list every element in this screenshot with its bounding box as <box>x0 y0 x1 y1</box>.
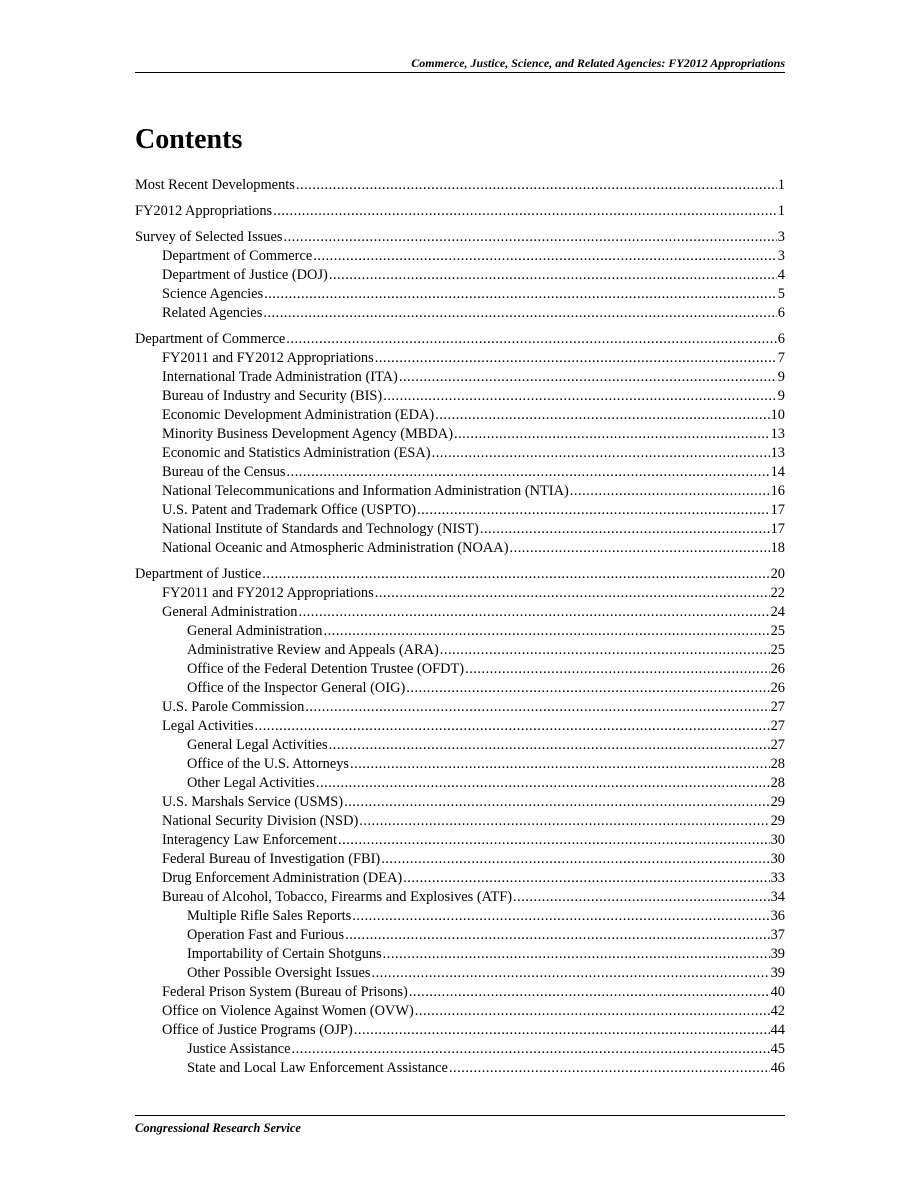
toc-entry-label: Bureau of the Census <box>162 464 286 480</box>
toc-entry[interactable] <box>135 501 785 520</box>
toc-entry[interactable] <box>135 387 785 406</box>
toc-entry-label: FY2011 and FY2012 Appropriations <box>162 585 374 601</box>
toc-entry-page: 10 <box>770 407 785 423</box>
toc-entry-label: General Administration <box>162 604 298 620</box>
toc-leader-dots <box>313 247 777 266</box>
toc-leader-dots <box>354 1021 770 1040</box>
toc-entry-page: 34 <box>770 889 785 905</box>
toc-entry-label: Operation Fast and Furious <box>187 927 345 943</box>
toc-leader-dots <box>371 964 769 983</box>
toc-entry[interactable] <box>135 349 785 368</box>
toc-entry[interactable] <box>135 247 785 266</box>
toc-entry-page: 6 <box>777 331 785 347</box>
toc-entry[interactable] <box>135 717 785 736</box>
toc-entry[interactable] <box>135 641 785 660</box>
toc-entry-label: Office of the U.S. Attorneys <box>187 756 349 772</box>
toc-entry[interactable] <box>135 565 785 584</box>
toc-entry-label: Department of Justice <box>135 566 262 582</box>
toc-entry[interactable] <box>135 1040 785 1059</box>
toc-leader-dots <box>383 387 777 406</box>
toc-entry[interactable] <box>135 1059 785 1078</box>
toc-entry-label: Administrative Review and Appeals (ARA) <box>187 642 439 658</box>
toc-entry-label: Office of Justice Programs (OJP) <box>162 1022 353 1038</box>
toc-entry[interactable] <box>135 463 785 482</box>
toc-entry-page: 27 <box>770 699 785 715</box>
toc-entry-page: 27 <box>770 737 785 753</box>
toc-leader-dots <box>383 945 770 964</box>
toc-entry-page: 40 <box>770 984 785 1000</box>
toc-entry-page: 27 <box>770 718 785 734</box>
toc-entry-page: 39 <box>770 946 785 962</box>
toc-leader-dots <box>570 482 770 501</box>
toc-entry-page: 1 <box>777 177 785 193</box>
toc-entry-label: Federal Bureau of Investigation (FBI) <box>162 851 381 867</box>
running-header: Commerce, Justice, Science, and Related Agencies: FY2012 Appropriations <box>411 56 785 70</box>
toc-entry[interactable] <box>135 812 785 831</box>
toc-entry-page: 26 <box>770 680 785 696</box>
toc-entry[interactable] <box>135 850 785 869</box>
toc-entry[interactable] <box>135 774 785 793</box>
toc-leader-dots <box>296 176 777 195</box>
toc-entry-label: Federal Prison System (Bureau of Prisons) <box>162 984 408 1000</box>
toc-leader-dots <box>432 444 770 463</box>
toc-entry[interactable] <box>135 869 785 888</box>
toc-entry-label: Office of the Inspector General (OIG) <box>187 680 406 696</box>
toc-entry-page: 17 <box>770 521 785 537</box>
toc-entry[interactable] <box>135 983 785 1002</box>
toc-entry-label: Bureau of Industry and Security (BIS) <box>162 388 383 404</box>
toc-entry-page: 30 <box>770 851 785 867</box>
toc-leader-dots <box>480 520 770 539</box>
toc-entry-page: 29 <box>770 794 785 810</box>
page-title: Contents <box>135 124 243 155</box>
toc-entry-page: 28 <box>770 775 785 791</box>
toc-entry-label: Office on Violence Against Women (OVW) <box>162 1003 414 1019</box>
toc-entry-label: Related Agencies <box>162 305 263 321</box>
toc-entry[interactable] <box>135 888 785 907</box>
toc-entry[interactable] <box>135 964 785 983</box>
table-of-contents <box>135 176 785 1078</box>
toc-entry-page: 29 <box>770 813 785 829</box>
toc-entry-label: National Oceanic and Atmospheric Administration (NOAA) <box>162 540 509 556</box>
toc-entry[interactable] <box>135 926 785 945</box>
toc-leader-dots <box>305 698 769 717</box>
toc-entry-label: Multiple Rifle Sales Reports <box>187 908 352 924</box>
toc-entry-label: Other Possible Oversight Issues <box>187 965 371 981</box>
toc-leader-dots <box>262 565 769 584</box>
toc-entry[interactable] <box>135 736 785 755</box>
toc-entry-page: 14 <box>770 464 785 480</box>
toc-leader-dots <box>264 285 777 304</box>
toc-leader-dots <box>350 755 770 774</box>
toc-leader-dots <box>283 228 776 247</box>
toc-entry[interactable] <box>135 368 785 387</box>
toc-entry-page: 5 <box>777 286 785 302</box>
footer-rule <box>135 1115 785 1116</box>
toc-leader-dots <box>344 793 770 812</box>
toc-entry[interactable] <box>135 1002 785 1021</box>
toc-entry[interactable] <box>135 622 785 641</box>
toc-leader-dots <box>409 983 770 1002</box>
toc-leader-dots <box>417 501 770 520</box>
toc-entry-page: 24 <box>770 604 785 620</box>
toc-entry-label: Justice Assistance <box>187 1041 291 1057</box>
toc-leader-dots <box>435 406 769 425</box>
toc-entry-label: National Telecommunications and Information Administration (NTIA) <box>162 483 569 499</box>
toc-leader-dots <box>292 1040 770 1059</box>
toc-entry-label: U.S. Parole Commission <box>162 699 305 715</box>
toc-entry-page: 20 <box>770 566 785 582</box>
toc-entry-label: State and Local Law Enforcement Assistance <box>187 1060 448 1076</box>
toc-entry-page: 36 <box>770 908 785 924</box>
toc-entry[interactable] <box>135 520 785 539</box>
toc-entry[interactable] <box>135 176 785 195</box>
toc-entry-page: 4 <box>777 267 785 283</box>
toc-leader-dots <box>287 463 770 482</box>
toc-entry-page: 1 <box>777 203 785 219</box>
toc-entry-label: FY2012 Appropriations <box>135 203 273 219</box>
toc-entry-page: 42 <box>770 1003 785 1019</box>
toc-leader-dots <box>338 831 770 850</box>
toc-entry-label: Economic Development Administration (EDA) <box>162 407 435 423</box>
toc-entry[interactable] <box>135 285 785 304</box>
toc-leader-dots <box>449 1059 770 1078</box>
toc-leader-dots <box>440 641 770 660</box>
toc-leader-dots <box>286 330 777 349</box>
toc-leader-dots <box>298 603 769 622</box>
toc-entry-label: Office of the Federal Detention Trustee (OFDT) <box>187 661 465 677</box>
toc-entry-label: U.S. Marshals Service (USMS) <box>162 794 344 810</box>
toc-entry-label: National Institute of Standards and Technology (NIST) <box>162 521 479 537</box>
toc-entry-page: 9 <box>777 369 785 385</box>
toc-entry[interactable] <box>135 406 785 425</box>
toc-leader-dots <box>513 888 770 907</box>
toc-entry[interactable] <box>135 202 785 221</box>
toc-entry-label: Survey of Selected Issues <box>135 229 283 245</box>
toc-entry-label: Drug Enforcement Administration (DEA) <box>162 870 403 886</box>
toc-leader-dots <box>510 539 770 558</box>
toc-entry[interactable] <box>135 266 785 285</box>
toc-entry[interactable] <box>135 831 785 850</box>
toc-entry-page: 45 <box>770 1041 785 1057</box>
toc-entry-label: FY2011 and FY2012 Appropriations <box>162 350 374 366</box>
toc-entry-label: Department of Commerce <box>162 248 313 264</box>
toc-entry-label: Other Legal Activities <box>187 775 315 791</box>
toc-entry-page: 17 <box>770 502 785 518</box>
toc-entry-page: 25 <box>770 623 785 639</box>
toc-entry-page: 28 <box>770 756 785 772</box>
toc-leader-dots <box>406 679 769 698</box>
toc-entry-label: General Legal Activities <box>187 737 328 753</box>
toc-entry-label: Department of Commerce <box>135 331 286 347</box>
header-rule <box>135 72 785 73</box>
toc-entry[interactable] <box>135 584 785 603</box>
toc-entry[interactable] <box>135 482 785 501</box>
toc-entry[interactable] <box>135 539 785 558</box>
toc-entry[interactable] <box>135 679 785 698</box>
toc-entry-page: 16 <box>770 483 785 499</box>
toc-entry[interactable] <box>135 444 785 463</box>
toc-entry[interactable] <box>135 755 785 774</box>
toc-entry[interactable] <box>135 330 785 349</box>
toc-entry-page: 7 <box>777 350 785 366</box>
toc-leader-dots <box>454 425 770 444</box>
toc-leader-dots <box>352 907 769 926</box>
toc-entry-label: Economic and Statistics Administration (ESA) <box>162 445 431 461</box>
toc-entry-label: National Security Division (NSD) <box>162 813 359 829</box>
toc-entry[interactable] <box>135 425 785 444</box>
toc-entry-label: General Administration <box>187 623 323 639</box>
toc-entry-label: Interagency Law Enforcement <box>162 832 337 848</box>
toc-entry[interactable] <box>135 603 785 622</box>
toc-leader-dots <box>381 850 769 869</box>
toc-entry-page: 18 <box>770 540 785 556</box>
toc-leader-dots <box>399 368 777 387</box>
toc-entry[interactable] <box>135 698 785 717</box>
toc-entry-page: 25 <box>770 642 785 658</box>
toc-entry-page: 39 <box>770 965 785 981</box>
toc-entry-page: 3 <box>777 229 785 245</box>
toc-entry-label: Importability of Certain Shotguns <box>187 946 382 962</box>
toc-entry-page: 37 <box>770 927 785 943</box>
toc-entry-label: Science Agencies <box>162 286 264 302</box>
toc-leader-dots <box>329 266 777 285</box>
toc-entry-page: 22 <box>770 585 785 601</box>
toc-leader-dots <box>263 304 776 323</box>
toc-entry[interactable] <box>135 1021 785 1040</box>
toc-leader-dots <box>329 736 770 755</box>
toc-entry[interactable] <box>135 304 785 323</box>
toc-entry[interactable] <box>135 793 785 812</box>
toc-entry-label: Legal Activities <box>162 718 254 734</box>
toc-entry-page: 33 <box>770 870 785 886</box>
toc-leader-dots <box>403 869 769 888</box>
toc-entry[interactable] <box>135 228 785 247</box>
toc-leader-dots <box>316 774 770 793</box>
toc-entry-page: 13 <box>770 445 785 461</box>
toc-entry-label: International Trade Administration (ITA) <box>162 369 398 385</box>
toc-entry[interactable] <box>135 907 785 926</box>
toc-leader-dots <box>375 349 777 368</box>
toc-entry-page: 46 <box>770 1060 785 1076</box>
toc-entry-label: Most Recent Developments <box>135 177 295 193</box>
toc-leader-dots <box>273 202 777 221</box>
toc-entry-label: Bureau of Alcohol, Tobacco, Firearms and Explosives (ATF) <box>162 889 513 905</box>
toc-entry-page: 9 <box>777 388 785 404</box>
toc-entry-page: 3 <box>777 248 785 264</box>
toc-leader-dots <box>465 660 770 679</box>
toc-entry-page: 44 <box>770 1022 785 1038</box>
toc-entry-page: 26 <box>770 661 785 677</box>
toc-entry-page: 13 <box>770 426 785 442</box>
toc-entry[interactable] <box>135 945 785 964</box>
toc-leader-dots <box>323 622 769 641</box>
toc-entry-label: Minority Business Development Agency (MBDA) <box>162 426 453 442</box>
toc-leader-dots <box>359 812 769 831</box>
toc-leader-dots <box>345 926 770 945</box>
toc-entry-page: 6 <box>777 305 785 321</box>
toc-entry[interactable] <box>135 660 785 679</box>
toc-entry-page: 30 <box>770 832 785 848</box>
toc-entry-label: Department of Justice (DOJ) <box>162 267 328 283</box>
toc-leader-dots <box>415 1002 770 1021</box>
toc-leader-dots <box>255 717 770 736</box>
toc-entry-label: U.S. Patent and Trademark Office (USPTO) <box>162 502 417 518</box>
footer-label: Congressional Research Service <box>135 1121 301 1135</box>
toc-leader-dots <box>375 584 770 603</box>
